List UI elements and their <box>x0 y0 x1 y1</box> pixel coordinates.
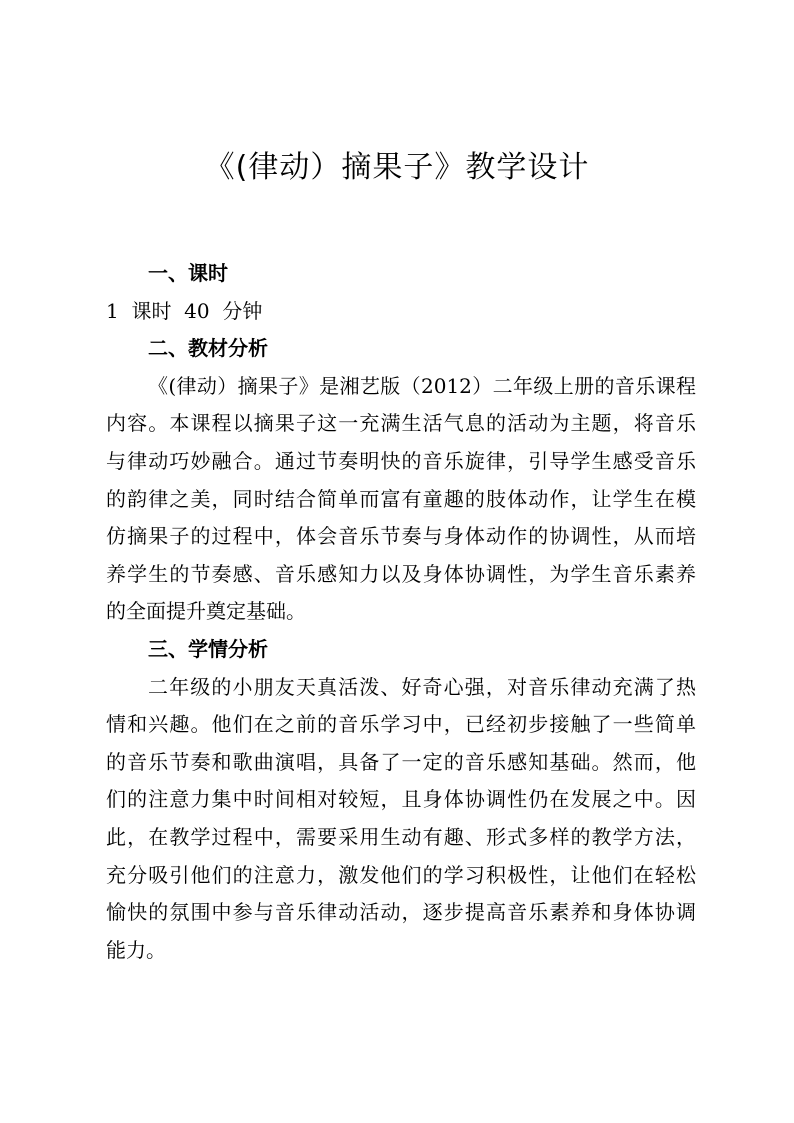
paragraph-line: 充分吸引他们的注意力，激发他们的学习积极性，让他们在轻松 <box>106 862 696 887</box>
paragraph-line: 此，在教学过程中，需要采用生动有趣、形式多样的教学方法， <box>106 824 696 849</box>
paragraph-line: 情和兴趣。他们在之前的音乐学习中，已经初步接触了一些简单 <box>106 712 696 737</box>
document-title: 《(律动）摘果子》教学设计 <box>204 150 590 185</box>
paragraph-line: 愉快的氛围中参与音乐律动活动，逐步提高音乐素养和身体协调 <box>106 900 696 925</box>
section-heading-material-analysis: 二、教材分析 <box>148 336 268 361</box>
paragraph-line: 与律动巧妙融合。通过节奏明快的音乐旋律，引导学生感受音乐 <box>106 448 696 473</box>
paragraph-line: 的全面提升奠定基础。 <box>106 599 306 624</box>
paragraph-line: 的韵律之美，同时结合简单而富有童趣的肢体动作，让学生在模 <box>106 486 696 511</box>
paragraph-line: 养学生的节奏感、音乐感知力以及身体协调性，为学生音乐素养 <box>106 561 696 586</box>
paragraph-line: 内容。本课程以摘果子这一充满生活气息的活动为主题，将音乐 <box>106 411 696 436</box>
paragraph-line: 仿摘果子的过程中，体会音乐节奏与身体动作的协调性，从而培 <box>106 524 696 549</box>
paragraph-line: 们的注意力集中时间相对较短，且身体协调性仍在发展之中。因 <box>106 787 696 812</box>
section-heading-class-hour: 一、课时 <box>148 261 228 285</box>
paragraph-line: 能力。 <box>106 937 166 962</box>
paragraph-line: 的音乐节奏和歌曲演唱，具备了一定的音乐感知基础。然而，他 <box>106 749 696 774</box>
paragraph-line: 二年级的小朋友天真活泼、好奇心强，对音乐律动充满了热 <box>148 674 696 699</box>
section-heading-student-analysis: 三、学情分析 <box>148 636 268 661</box>
class-hour-value: 1 课时 40 分钟 <box>106 298 263 323</box>
paragraph-line: 《(律动）摘果子》是湘艺版（2012）二年级上册的音乐课程 <box>148 373 696 398</box>
document-body <box>106 255 696 969</box>
